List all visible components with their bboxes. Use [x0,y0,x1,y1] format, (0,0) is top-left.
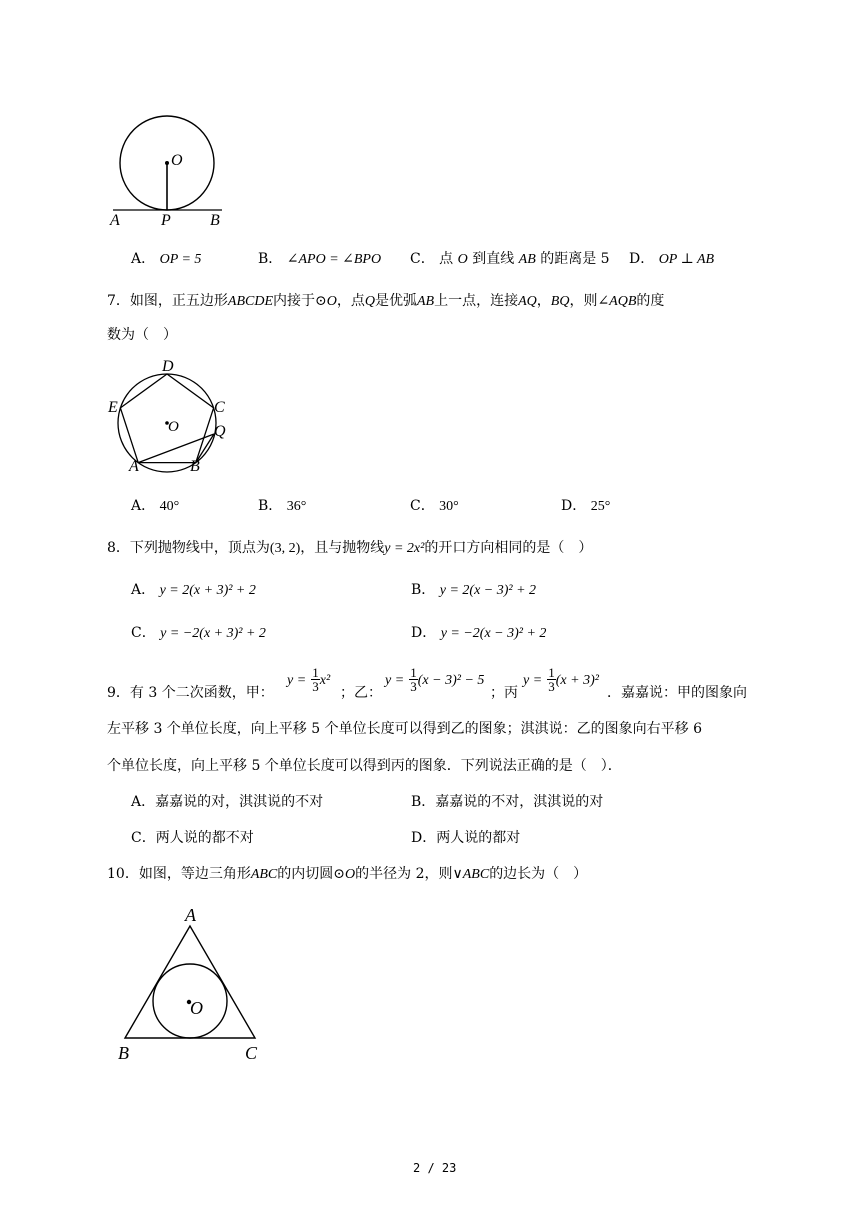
label-a: A [129,458,139,475]
q8-stem: 8．下列抛物线中，顶点为(3, 2)，且与抛物线y = 2x²的开口方向相同的是（ ） [107,540,593,556]
q9-option-c: C．两人说的都不对 [131,830,254,846]
label-b: B [210,212,220,229]
q8-option-b: B． y = 2(x − 3)² + 2 [411,582,537,598]
q9-stem-line3: 个单位长度，向上平移 5 个单位长度可以得到丙的图象．下列说法正确的是（ ）． [107,758,622,774]
formula-bing: y = $\frac{1}{3}$ (x + 3)² [523,665,599,694]
formula-yi: y = $\frac{1}{3}$ (x − 3)² − 5 [385,665,485,694]
option-b: B． ∠APO = ∠BPO [258,251,382,267]
option-c: C． 点 O 到直线 AB 的距离是 5 [410,251,610,267]
q7-option-d: D． 25° [561,498,611,514]
q9-stem-line2: 左平移 3 个单位长度，向上平移 5 个单位长度可以得到乙的图象；淇淇说：乙的图象向右平移 6 [107,721,702,737]
q9-sep1: ；乙： [340,685,382,701]
q9-stem-a: 9．有 3 个二次函数，甲： [107,685,274,701]
label-o: O [190,998,203,1018]
q8-option-a: A． y = 2(x + 3)² + 2 [131,582,256,598]
label-c: C [214,399,225,416]
label-b: B [118,1043,129,1063]
q9-stem-b: ．嘉嘉说：甲的图象向 [607,685,747,701]
label-b: B [190,458,200,475]
formula-jia: y = $\frac{1}{3}$ x² [287,665,331,694]
label-a: A [185,905,196,925]
q8-option-d: D． y = −2(x − 3)² + 2 [411,625,547,641]
q7-stem-line1: 7．如图，正五边形ABCDE内接于⊙O，点Q是优弧AB上一点，连接AQ，BQ，则∠AQB的度 [107,293,665,309]
q8-option-c: C． y = −2(x + 3)² + 2 [131,625,266,641]
q10-stem: 10．如图，等边三角形ABC的内切圆⊙O的半径为 2，则∨ABC的边长为（ ） [107,866,588,882]
label-c: C [245,1043,258,1063]
label-o: O [171,152,183,169]
q9-option-b: B．嘉嘉说的不对，淇淇说的对 [411,794,604,810]
label-p: P [161,212,171,229]
q7-option-a: A． 40° [131,498,180,514]
label-e: E [108,399,118,416]
q7-option-b: B． 36° [258,498,307,514]
tangent-circle-diagram [105,100,235,230]
q7-stem-line2: 数为（ ） [107,327,177,343]
q7-option-c: C． 30° [410,498,459,514]
label-a: A [110,212,120,229]
triangle-incircle-diagram [115,915,265,1065]
q9-option-a: A．嘉嘉说的对，淇淇说的不对 [131,794,324,810]
q9-sep2: ；丙 [490,685,518,701]
label-o: O [168,419,179,435]
label-d: D [162,358,174,375]
option-a: A． OP = 5 [131,251,202,267]
page-number: 2 / 23 [413,1161,457,1175]
label-q: Q [214,423,226,440]
q9-option-d: D．两人说的都对 [411,830,521,846]
option-d: D． OP ⊥ AB [629,251,715,267]
